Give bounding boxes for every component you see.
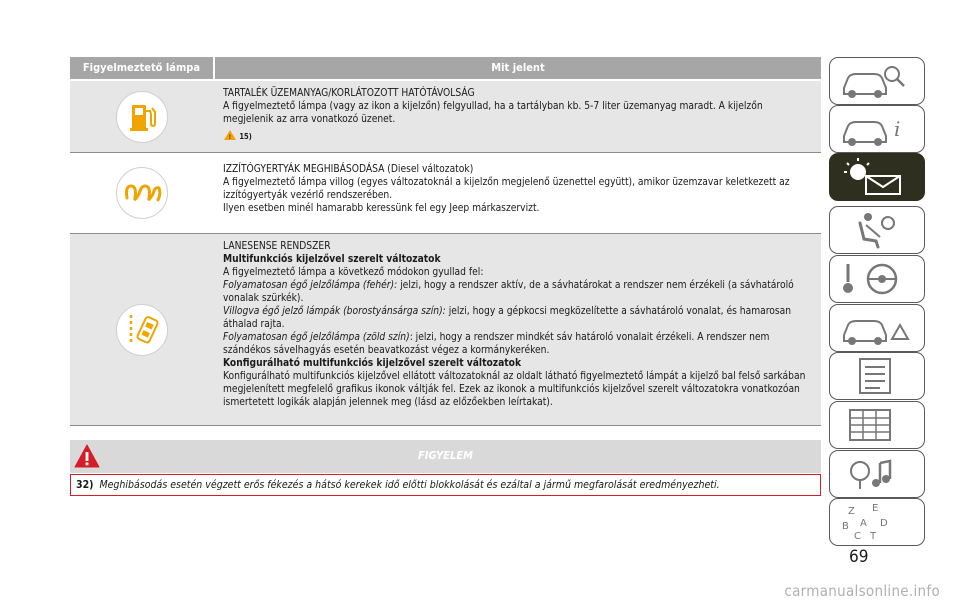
table-row-fuel-reserve [70,81,821,152]
icon-cell [70,81,213,152]
side-tab-emergency[interactable] [829,304,925,352]
mode-text: : jelzi, hogy a rendszer mindkét sáv határoló vonalait érzékeli. A rendszer nem szándékos sávelhagyás esetén beavatkozást végez a kormánykeréken. [223,332,770,356]
side-tab-warning-lights[interactable] [829,153,925,201]
svg-text:i: i [894,117,901,141]
car-emergency-icon [830,305,924,351]
side-tab-driving[interactable] [829,255,925,303]
side-tab-car-info[interactable] [829,105,925,153]
table-row-lanesense [70,234,821,425]
row-title: LANESENSE RENDSZER [223,241,331,252]
warning-number: 32) [76,479,94,491]
row-title: TARTALÉK ÜZEMANYAG/KORLÁTOZOTT HATÓTÁVOLSÁG [223,88,475,99]
side-tab-index[interactable] [829,498,925,546]
side-tab-technical-data[interactable] [829,401,925,449]
warning-header [70,440,821,473]
mode-label: Folyamatosan égő jelzőlámpa (fehér): [223,280,398,291]
row-title: IZZÍTÓGYERTYÁK MEGHIBÁSODÁSA (Diesel változatok) [223,164,474,175]
icon-cell [70,234,213,425]
row-subtitle-2: Konfigurálható multifunkciós kijelzővel szerelt változatok [223,358,522,369]
mode-white [223,279,815,305]
mode-amber [223,305,815,331]
side-tab-safety[interactable] [829,206,925,254]
warning-light-message-icon [830,154,924,200]
svg-text:T: T [870,531,877,542]
lanesense-icon [116,304,168,356]
mode-label: Folyamatosan égő jelzőlámpa (zöld szín) [223,332,410,343]
svg-text:!: ! [228,134,232,141]
row-description-2: Ilyen esetben minél hamarabb keressünk fel egy Jeep márkaszervizt. [223,203,540,214]
glow-plug-icon [116,167,168,219]
svg-text:C: C [854,531,861,542]
maintenance-checklist-icon [830,353,924,399]
warning-text: Meghibásodás esetén végzett erős fékezés a hátsó kerekek idő előtti blokkolását és ezáltal a jármű megfarolását eredményezheti. [99,479,720,491]
multimedia-icon [830,451,924,497]
car-info-icon [830,106,924,152]
row-description: A figyelmeztető lámpa villog (egyes változatoknál a kijelzőn megjelenő üzenettel együtt), amikor üzemzavar keletkezett az izzítógyertyák vezérlő rendszerében. [223,177,790,201]
warning-box [70,474,821,496]
technical-data-icon [830,402,924,448]
starting-driving-icon [830,256,924,302]
row-text [223,240,815,409]
mode-text: jelzi, hogy a gépkocsi megközelítette a sávhatároló vonalat, és hamarosan áthalad rajta. [223,306,792,330]
row-description: A figyelmeztető lámpa a következő módokon gyullad fel: [223,267,484,278]
reference-number: 15) [239,132,252,141]
mode-label: Villogva égő jelző lámpák (borostyánsárga szín): [223,306,446,317]
column-header-warning-light: Figyelmeztető lámpa [70,57,213,79]
row-description: A figyelmeztető lámpa (vagy az ikon a kijelzőn) felgyullad, ha a tartályban kb. 5-7 liter üzemanyag maradt. A kijelzőn megjelenik az arra vonatkozó üzenet. [223,101,763,125]
row-text [223,163,815,215]
row-divider [70,425,821,426]
svg-text:D: D [880,518,888,529]
warning-title: FIGYELEM [418,449,473,462]
svg-text:Z: Z [848,506,855,517]
row-text [223,87,815,143]
alphabetical-index-icon [830,499,924,545]
side-tab-maintenance[interactable] [829,352,925,400]
fuel-pump-icon [116,91,168,143]
row-description-2: Konfigurálható multifunkciós kijelzővel ellátott változatoknál az oldalt látható figyelmeztető lámpát a kijelző bal felső sarkában megjelenített megfelelő grafikus ikonok váltják fel. Ezek az ikonok a multifunkciós kijelzővel szerelt változatokra vonatkozóan ismertetett logikák alapján jelennek meg (lásd az előzőekben leírtakat). [223,371,806,408]
side-tab-car-search[interactable] [829,57,925,105]
airbag-seat-icon [830,207,924,253]
watermark: carmanualsonline.info [784,582,940,600]
reference-line [223,129,815,143]
svg-text:B: B [842,521,849,532]
column-header-meaning: Mit jelent [215,57,821,79]
caution-triangle-icon [223,129,237,141]
mode-text: jelzi, hogy a rendszer aktív, de a sávhatárokat a rendszer nem érzékeli (a sávhatároló vonalak szürkék). [223,280,794,304]
icon-cell [70,153,213,233]
side-tab-multimedia[interactable] [829,450,925,498]
car-search-icon [830,58,924,104]
svg-text:E: E [872,503,879,514]
page-number: 69 [849,547,869,567]
table-row-glow-plug [70,153,821,233]
row-subtitle: Multifunkciós kijelzővel szerelt változatok [223,254,441,265]
svg-text:A: A [860,518,867,529]
mode-green [223,331,815,357]
